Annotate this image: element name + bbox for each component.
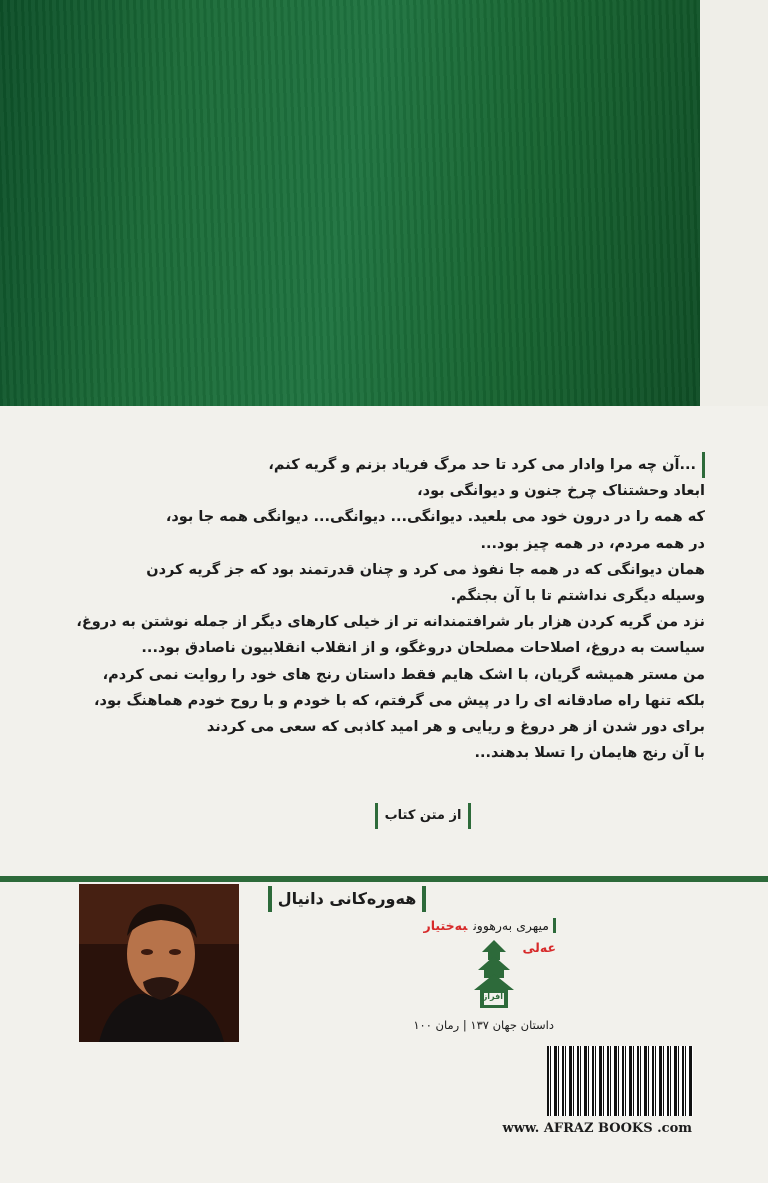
credit-label: میهری بەرهوون	[473, 918, 556, 933]
series-info: داستان جهان ۱۳۷ | رمان ۱۰۰	[413, 1018, 554, 1032]
excerpt-line: با آن رنج هایمان را تسلا بدهند...	[474, 745, 705, 762]
publisher-logo-text: افراز	[482, 992, 503, 1001]
section-divider	[0, 876, 768, 882]
excerpt-line: همان دیوانگی که در همه جا نفوذ می کرد و چنان قدرتمند بود که جز گریه کردن	[146, 561, 705, 578]
cover-edge-strip	[700, 0, 768, 406]
excerpt-line: در همه مردم، در همه چیز بود...	[480, 535, 705, 552]
excerpt-line: بلکه تنها راه صادقانه ای را در پیش می گرفتم، که با خودم و با روح خودم هماهنگ بود،	[94, 692, 705, 709]
excerpt-line: برای دور شدن از هر دروغ و ریایی و هر امید کاذبی که سعی می کردند	[206, 718, 705, 735]
publisher-website[interactable]: www. AFRAZ BOOKS .com	[502, 1121, 692, 1136]
excerpt-line: ابعاد وحشتناک چرخ جنون و دیوانگی بود،	[417, 483, 705, 500]
author-photo	[79, 884, 239, 1042]
excerpt-source: از متن کتاب	[375, 803, 471, 829]
excerpt-line: ...آن چه مرا وادار می کرد تا حد مرگ فریاد بزنم و گریه کنم،	[100, 452, 705, 478]
excerpt-line: من مستر همیشه گریان، با اشک هایم فقط داستان رنج های خود را روایت نمی کردم،	[102, 666, 705, 683]
excerpt-line: که همه را در درون خود می بلعید. دیوانگی... دیوانگی... دیوانگی همه جا بود،	[165, 509, 705, 526]
excerpt-line: نزد من گریه کردن هزار بار شرافتمندانه تر از خیلی کارهای دیگر از جمله نوشتن به دروغ،	[76, 614, 705, 631]
barcode	[547, 1046, 693, 1116]
excerpt-line: سیاست به دروغ، اصلاحات مصلحان دروغگو، و از انقلاب انقلابیون ناصادق بود...	[141, 640, 705, 657]
author-book-title: هەورەکانی دانیال	[268, 886, 426, 912]
book-excerpt	[76, 452, 705, 766]
translator-name: بەختیار عەلی	[423, 918, 556, 955]
author-photo-illustration	[79, 884, 239, 1042]
excerpt-line: وسیله دیگری نداشتم تا با آن بجنگم.	[450, 587, 705, 604]
cover-green-panel	[0, 0, 700, 406]
translator-credit	[408, 915, 556, 955]
publisher-logo	[454, 938, 534, 1010]
